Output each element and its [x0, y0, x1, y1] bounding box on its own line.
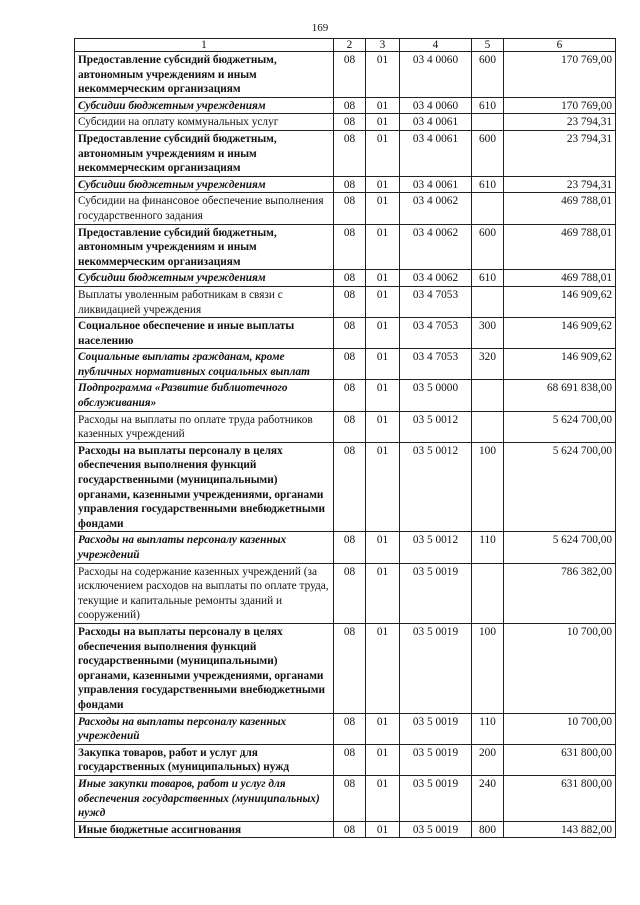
table-row	[75, 224, 616, 270]
budget-table	[74, 38, 616, 838]
table-row	[75, 193, 616, 224]
expense-type-cell: 610	[472, 270, 504, 287]
table-body	[75, 52, 616, 838]
section-code-cell: 08	[334, 713, 366, 744]
amount-cell: 170 769,00	[504, 97, 616, 114]
amount-cell: 146 909,62	[504, 318, 616, 349]
item-name-cell: Расходы на выплаты персоналу в целях обеспечения выполнения функций государственными (муниципальными) органами, казенными учреждениями, органами управления государственными внебюджетными фондами	[75, 442, 334, 532]
amount-cell: 23 794,31	[504, 176, 616, 193]
table-row	[75, 270, 616, 287]
section-code-cell: 08	[334, 821, 366, 838]
item-name-cell: Расходы на содержание казенных учреждений (за исключением расходов на выплаты по оплате труда, текущие и капитальные ремонты зданий и сооружений)	[75, 563, 334, 623]
section-code-cell: 08	[334, 97, 366, 114]
table-row	[75, 286, 616, 317]
target-article-cell: 03 4 0062	[400, 224, 472, 270]
page-number: 169	[311, 22, 329, 34]
target-article-cell: 03 5 0019	[400, 744, 472, 775]
expense-type-cell: 800	[472, 821, 504, 838]
subsection-code-cell: 01	[366, 114, 400, 131]
target-article-cell: 03 4 0061	[400, 114, 472, 131]
amount-cell: 23 794,31	[504, 130, 616, 176]
table-row	[75, 532, 616, 563]
expense-type-cell	[472, 193, 504, 224]
amount-cell: 469 788,01	[504, 224, 616, 270]
table-row	[75, 775, 616, 821]
amount-cell: 631 800,00	[504, 744, 616, 775]
expense-type-cell: 610	[472, 176, 504, 193]
expense-type-cell	[472, 563, 504, 623]
table-row	[75, 442, 616, 532]
table-row	[75, 713, 616, 744]
subsection-code-cell: 01	[366, 563, 400, 623]
expense-type-cell: 610	[472, 97, 504, 114]
item-name-cell: Предоставление субсидий бюджетным, автономным учреждениям и иным некоммерческим организациям	[75, 130, 334, 176]
table-row	[75, 744, 616, 775]
subsection-code-cell: 01	[366, 380, 400, 411]
expense-type-cell: 320	[472, 349, 504, 380]
item-name-cell: Расходы на выплаты по оплате труда работников казенных учреждений	[75, 411, 334, 442]
subsection-code-cell: 01	[366, 193, 400, 224]
expense-type-cell	[472, 411, 504, 442]
section-code-cell: 08	[334, 349, 366, 380]
column-header: 4	[400, 39, 472, 52]
target-article-cell: 03 4 0062	[400, 270, 472, 287]
expense-type-cell: 300	[472, 318, 504, 349]
amount-cell: 469 788,01	[504, 193, 616, 224]
item-name-cell: Социальные выплаты гражданам, кроме публичных нормативных социальных выплат	[75, 349, 334, 380]
target-article-cell: 03 5 0019	[400, 563, 472, 623]
subsection-code-cell: 01	[366, 176, 400, 193]
target-article-cell: 03 5 0000	[400, 380, 472, 411]
item-name-cell: Подпрограмма «Развитие библиотечного обслуживания»	[75, 380, 334, 411]
target-article-cell: 03 5 0019	[400, 623, 472, 713]
subsection-code-cell: 01	[366, 775, 400, 821]
table-row	[75, 411, 616, 442]
expense-type-cell: 600	[472, 52, 504, 98]
subsection-code-cell: 01	[366, 744, 400, 775]
subsection-code-cell: 01	[366, 349, 400, 380]
item-name-cell: Предоставление субсидий бюджетным, автономным учреждениям и иным некоммерческим организациям	[75, 224, 334, 270]
table-row	[75, 318, 616, 349]
expense-type-cell	[472, 286, 504, 317]
section-code-cell: 08	[334, 193, 366, 224]
section-code-cell: 08	[334, 52, 366, 98]
target-article-cell: 03 4 0060	[400, 52, 472, 98]
subsection-code-cell: 01	[366, 286, 400, 317]
item-name-cell: Субсидии на оплату коммунальных услуг	[75, 114, 334, 131]
table-row	[75, 176, 616, 193]
subsection-code-cell: 01	[366, 130, 400, 176]
section-code-cell: 08	[334, 224, 366, 270]
target-article-cell: 03 5 0012	[400, 411, 472, 442]
subsection-code-cell: 01	[366, 411, 400, 442]
amount-cell: 786 382,00	[504, 563, 616, 623]
subsection-code-cell: 01	[366, 623, 400, 713]
table-row	[75, 52, 616, 98]
section-code-cell: 08	[334, 623, 366, 713]
table-header-row	[75, 39, 616, 52]
section-code-cell: 08	[334, 130, 366, 176]
section-code-cell: 08	[334, 775, 366, 821]
expense-type-cell: 200	[472, 744, 504, 775]
table-row	[75, 114, 616, 131]
amount-cell: 5 624 700,00	[504, 442, 616, 532]
target-article-cell: 03 5 0012	[400, 442, 472, 532]
column-header: 1	[75, 39, 334, 52]
amount-cell: 5 624 700,00	[504, 532, 616, 563]
table-row	[75, 349, 616, 380]
expense-type-cell	[472, 114, 504, 131]
item-name-cell: Расходы на выплаты персоналу казенных учреждений	[75, 713, 334, 744]
subsection-code-cell: 01	[366, 224, 400, 270]
section-code-cell: 08	[334, 270, 366, 287]
target-article-cell: 03 4 0061	[400, 130, 472, 176]
item-name-cell: Субсидии бюджетным учреждениям	[75, 176, 334, 193]
target-article-cell: 03 4 0061	[400, 176, 472, 193]
expense-type-cell: 600	[472, 224, 504, 270]
subsection-code-cell: 01	[366, 318, 400, 349]
amount-cell: 469 788,01	[504, 270, 616, 287]
subsection-code-cell: 01	[366, 52, 400, 98]
subsection-code-cell: 01	[366, 270, 400, 287]
column-header: 5	[472, 39, 504, 52]
amount-cell: 143 882,00	[504, 821, 616, 838]
section-code-cell: 08	[334, 114, 366, 131]
amount-cell: 10 700,00	[504, 713, 616, 744]
amount-cell: 10 700,00	[504, 623, 616, 713]
section-code-cell: 08	[334, 411, 366, 442]
table-row	[75, 623, 616, 713]
subsection-code-cell: 01	[366, 532, 400, 563]
table-row	[75, 380, 616, 411]
expense-type-cell: 240	[472, 775, 504, 821]
section-code-cell: 08	[334, 176, 366, 193]
section-code-cell: 08	[334, 532, 366, 563]
section-code-cell: 08	[334, 380, 366, 411]
item-name-cell: Социальное обеспечение и иные выплаты населению	[75, 318, 334, 349]
section-code-cell: 08	[334, 442, 366, 532]
section-code-cell: 08	[334, 563, 366, 623]
target-article-cell: 03 4 0060	[400, 97, 472, 114]
expense-type-cell: 110	[472, 713, 504, 744]
section-code-cell: 08	[334, 744, 366, 775]
amount-cell: 68 691 838,00	[504, 380, 616, 411]
item-name-cell: Иные закупки товаров, работ и услуг для обеспечения государственных (муниципальных) нужд	[75, 775, 334, 821]
expense-type-cell	[472, 380, 504, 411]
target-article-cell: 03 4 7053	[400, 286, 472, 317]
column-header: 2	[334, 39, 366, 52]
amount-cell: 146 909,62	[504, 286, 616, 317]
target-article-cell: 03 4 7053	[400, 349, 472, 380]
table-row	[75, 97, 616, 114]
target-article-cell: 03 5 0019	[400, 775, 472, 821]
table-row	[75, 821, 616, 838]
item-name-cell: Закупка товаров, работ и услуг для государственных (муниципальных) нужд	[75, 744, 334, 775]
subsection-code-cell: 01	[366, 442, 400, 532]
column-header: 6	[504, 39, 616, 52]
column-header: 3	[366, 39, 400, 52]
section-code-cell: 08	[334, 318, 366, 349]
expense-type-cell: 100	[472, 623, 504, 713]
item-name-cell: Расходы на выплаты персоналу казенных учреждений	[75, 532, 334, 563]
item-name-cell: Расходы на выплаты персоналу в целях обеспечения выполнения функций государственными (муниципальными) органами, казенными учреждениями, органами управления государственными внебюджетными фондами	[75, 623, 334, 713]
table-row	[75, 130, 616, 176]
target-article-cell: 03 4 0062	[400, 193, 472, 224]
subsection-code-cell: 01	[366, 821, 400, 838]
item-name-cell: Выплаты уволенным работникам в связи с ликвидацией учреждения	[75, 286, 334, 317]
amount-cell: 146 909,62	[504, 349, 616, 380]
item-name-cell: Субсидии бюджетным учреждениям	[75, 97, 334, 114]
item-name-cell: Субсидии бюджетным учреждениям	[75, 270, 334, 287]
amount-cell: 631 800,00	[504, 775, 616, 821]
expense-type-cell: 110	[472, 532, 504, 563]
target-article-cell: 03 5 0019	[400, 713, 472, 744]
item-name-cell: Субсидии на финансовое обеспечение выполнения государственного задания	[75, 193, 334, 224]
section-code-cell: 08	[334, 286, 366, 317]
table-row	[75, 563, 616, 623]
amount-cell: 5 624 700,00	[504, 411, 616, 442]
amount-cell: 170 769,00	[504, 52, 616, 98]
item-name-cell: Иные бюджетные ассигнования	[75, 821, 334, 838]
amount-cell: 23 794,31	[504, 114, 616, 131]
target-article-cell: 03 5 0019	[400, 821, 472, 838]
item-name-cell: Предоставление субсидий бюджетным, автономным учреждениям и иным некоммерческим организациям	[75, 52, 334, 98]
expense-type-cell: 100	[472, 442, 504, 532]
subsection-code-cell: 01	[366, 97, 400, 114]
target-article-cell: 03 5 0012	[400, 532, 472, 563]
expense-type-cell: 600	[472, 130, 504, 176]
target-article-cell: 03 4 7053	[400, 318, 472, 349]
subsection-code-cell: 01	[366, 713, 400, 744]
